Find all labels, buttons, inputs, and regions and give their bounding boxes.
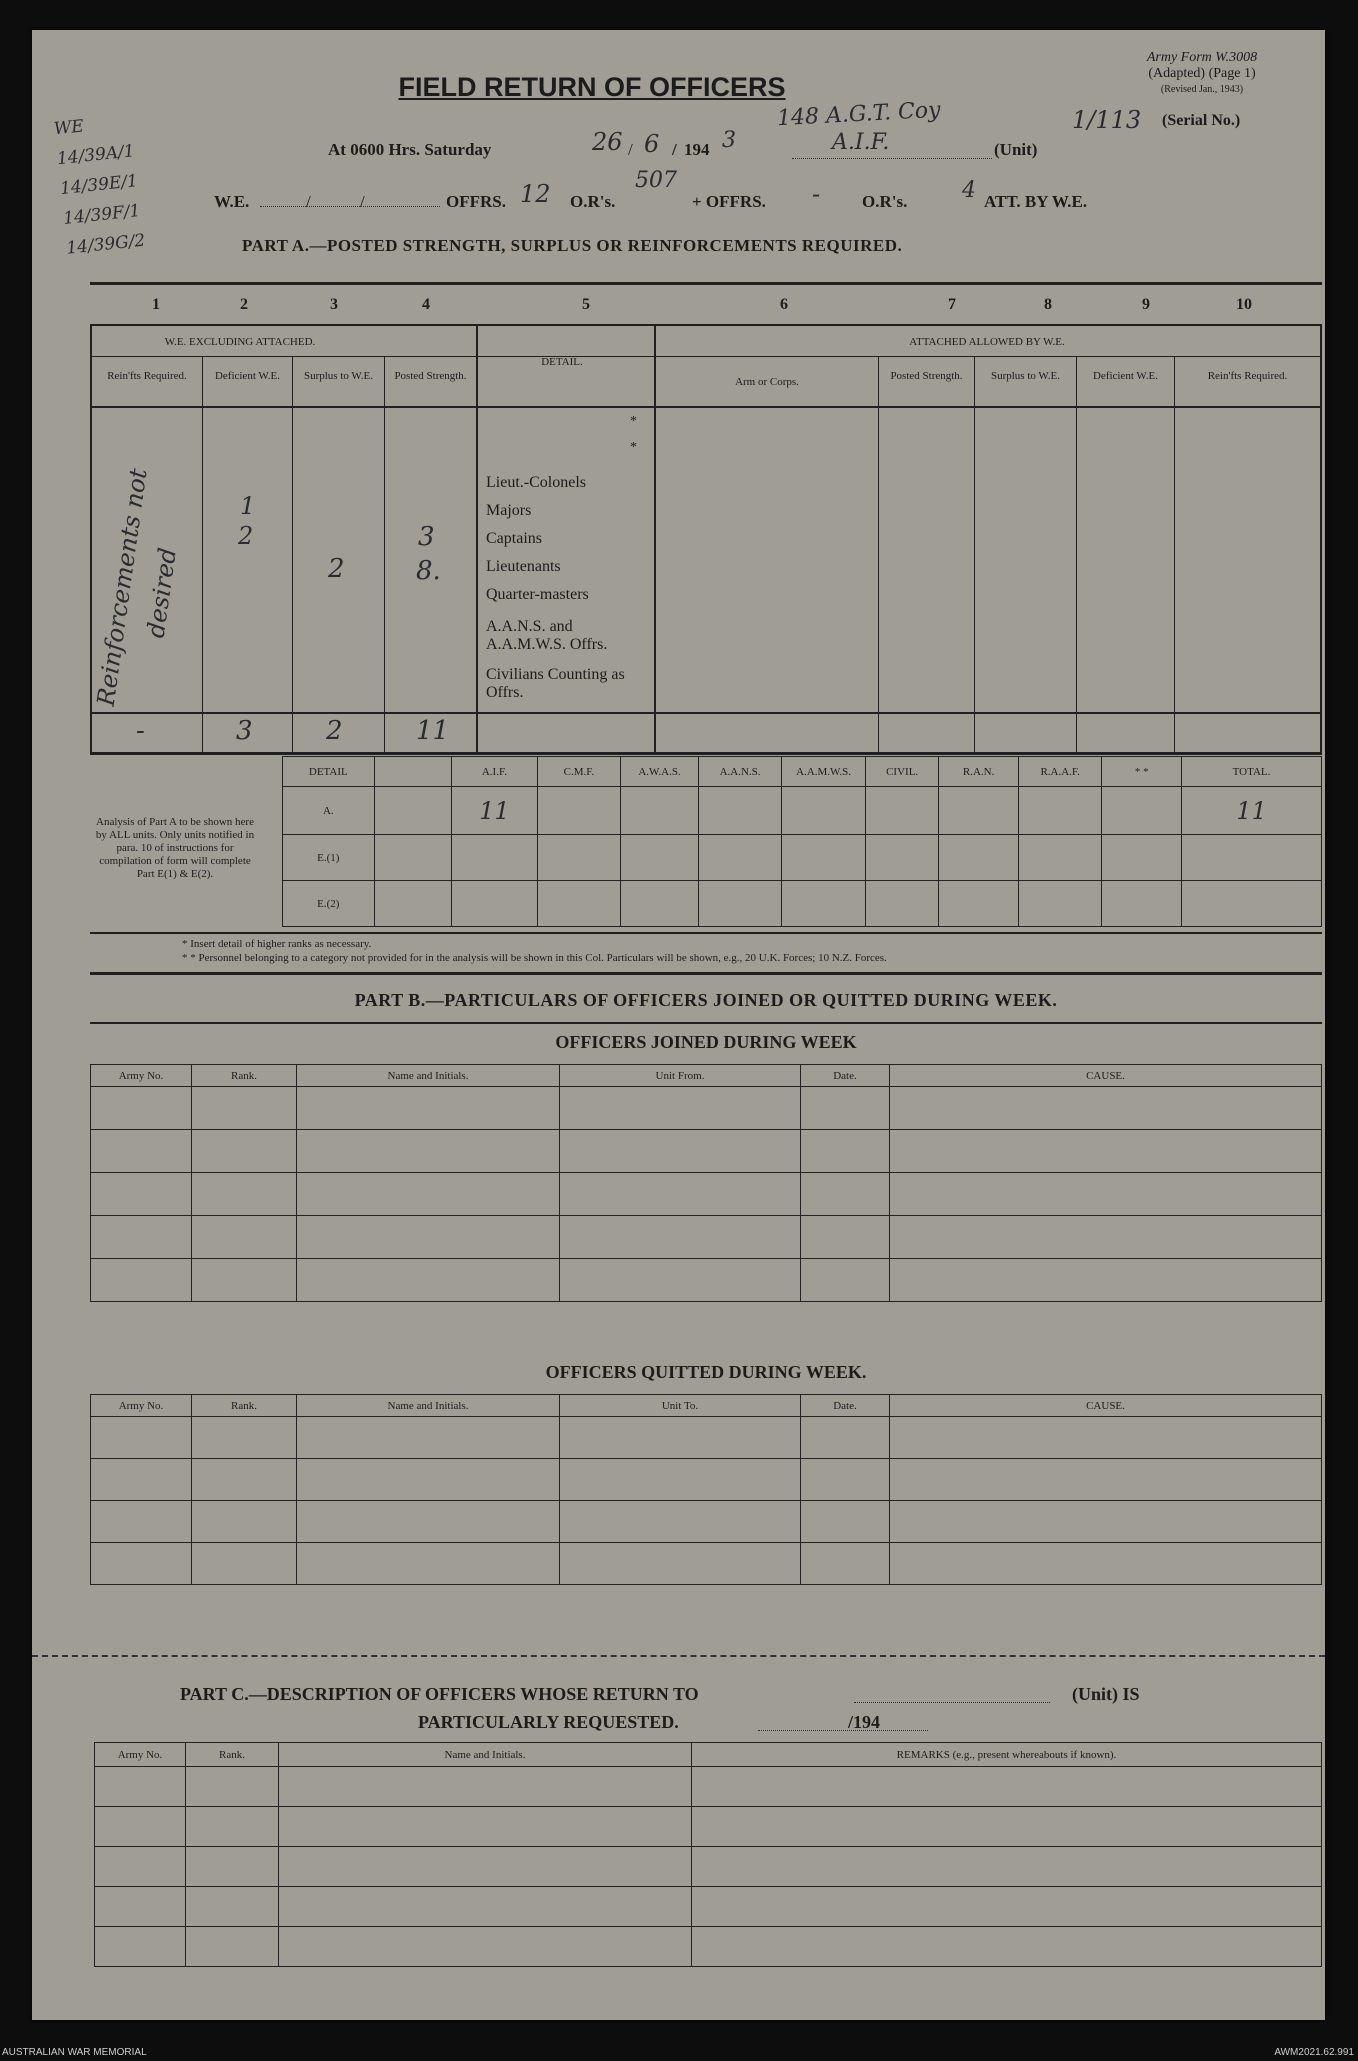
unit-label: (Unit): [994, 140, 1038, 159]
col-number: 3: [330, 296, 338, 313]
table-row: [91, 1501, 1322, 1543]
army-form-number: Army Form W.3008: [1146, 50, 1258, 65]
date-month: 6: [644, 130, 660, 158]
rank-lieutenants: Lieutenants: [486, 558, 561, 575]
we-label: W.E.: [214, 192, 250, 211]
joined-header: Rank.: [192, 1065, 297, 1087]
header-deficient-r: Deficient W.E.: [1092, 370, 1159, 382]
quitted-heading: OFFICERS QUITTED DURING WEEK.: [545, 1362, 867, 1382]
margin-note: 14/39G/2: [65, 230, 147, 259]
plus-offrs-label: + OFFRS.: [692, 192, 766, 211]
table-row: [91, 1417, 1322, 1459]
part-c-header: Army No.: [95, 1743, 186, 1767]
offrs-value: 12: [520, 180, 551, 208]
caption-left: AUSTRALIAN WAR MEMORIAL: [2, 2047, 147, 2058]
att-label: ATT. BY W.E.: [984, 192, 1088, 211]
col-number: 4: [422, 296, 430, 313]
group-header-attached: ATTACHED ALLOWED BY W.E.: [909, 336, 1065, 348]
analysis-header: A.W.A.S.: [621, 757, 699, 787]
unit-handwritten: 148 A.G.T. Coy: [776, 97, 942, 132]
col-number: 1: [152, 296, 160, 313]
offrs-label: OFFRS.: [446, 192, 506, 211]
quitted-header: Unit To.: [560, 1395, 801, 1417]
caption-right: AWM2021.62.991: [1274, 2047, 1354, 2058]
joined-table: [90, 1064, 1322, 1302]
table-row: [91, 1216, 1322, 1259]
analysis-row-label: E.(1): [283, 835, 375, 881]
analysis-header: TOTAL.: [1182, 757, 1322, 787]
margin-note: 14/39F/1: [62, 200, 142, 229]
adapted-note: (Adapted) (Page 1): [1148, 66, 1256, 81]
total-surplus: 2: [326, 716, 343, 746]
column-numbers: [90, 296, 1322, 320]
analysis-row-label: A.: [283, 787, 375, 835]
part-a-heading: PART A.—POSTED STRENGTH, SURPLUS OR REINFORCEMENTS REQUIRED.: [242, 236, 903, 255]
table-row: [95, 1767, 1322, 1807]
quitted-header: Name and Initials.: [297, 1395, 560, 1417]
quitted-header: Date.: [801, 1395, 890, 1417]
part-c-header: Rank.: [186, 1743, 279, 1767]
posted-lieutenants: 8.: [416, 556, 441, 586]
ors2-value: 4: [962, 178, 976, 203]
serial-value: 1/113: [1072, 106, 1142, 134]
joined-header: Date.: [801, 1065, 890, 1087]
surplus-lieutenants: 2: [328, 554, 345, 584]
analysis-header: DETAIL: [283, 757, 375, 787]
col-number: 5: [582, 296, 590, 313]
total-posted: 11: [416, 716, 450, 746]
table-row: [95, 1927, 1322, 1967]
posted-captains: 3: [418, 522, 435, 552]
margin-notes: [52, 106, 146, 263]
ors-label: O.R's.: [570, 192, 616, 211]
form-sheet: Army Form W.3008 (Adapted) (Page 1) (Revised Jan., 1943) FIELD RETURN OF OFFICERS WE 14/39A/1 14/39E/1 14/39F/1 14/39G/2 148 A.G.T. Coy 1/113 (Serial No.) At 0600 Hrs. Saturday 26 / 6 / 194 3 A.I.F. (Unit) W.E. / / OFFRS. 12 O.R's. 507 + OFFRS. - O.R's. 4 ATT. BY W.E. PART A.—POSTED STRENGTH, SURPLUS OR REINFORCEMENTS REQUIRED. 1 2 3 4 5 6 7 8 9 10 W.E. EXCLUDING ATTACHED. ATTACHED ALLOWED BY W.E. DETAIL. Rein'fts Required. Deficient W.E. Surplus to W.E. Posted Strength. Arm or Corps. Posted Strength. Surplus to W.E. Deficient W.E. Rein'fts Required. * * Lieut.-Colonels Majors Captains Lieutenants Quarter-masters A.A.N.S. and A.A.M.W.S. Offrs. Civilians Counting as Offrs. Reinforcements not desired 1 2 2 3 8. - 3 2 11 Analysis of Part A to be shown here by ALL units. Only units notified in para. 10 of instructions for compilation of form will complete Part E(1) & E(2). DETAIL A.I.F. C.M.F. A.W.A.S. A.A.N.S. A.A.M.W.S. CIVIL. R.A.N. R.A.A.F. * * TOTAL. A. 11 11 E.(1) E.(2) * Insert detail of higher ranks as necessary. * * Personnel belonging to a category not provided for in the analysis will be shown in this Col. Particulars will be shown, e.g., 20 U.K. Forces; 10 N.Z. Forces. PART B.—PARTICULARS OF OFFICERS JOINED OR QUITTED DURING WEEK. OFFICERS JOINED DURING WEEK Army No. Rank. Name and Initials. Unit From. Date. CAUSE. OFFICERS QUITTED DURING WEEK. Army No. Rank. Name and Initials. Unit To. Date. CAUSE. PART C.—DESCRIPTION OF OFFICERS WHOSE RETURN TO (Unit) IS PARTICULARLY REQUESTED. /194 Army No. Rank. Name and Initials. REMARKS (e.g., present whereabouts if known).: [32, 30, 1325, 2020]
analysis-header: R.A.N.: [939, 757, 1019, 787]
table-row: [91, 1459, 1322, 1501]
analysis-header: A.A.M.W.S.: [782, 757, 866, 787]
table-row: [91, 1173, 1322, 1216]
year-prefix: 194: [684, 140, 710, 159]
col-number: 6: [780, 296, 788, 313]
ors-value: 507: [635, 168, 677, 193]
col-number: 9: [1142, 296, 1150, 313]
form-title: FIELD RETURN OF OFFICERS: [398, 72, 786, 102]
part-c-requested: PARTICULARLY REQUESTED.: [418, 1712, 679, 1732]
analysis-header: R.A.A.F.: [1018, 757, 1102, 787]
rank-majors: Majors: [486, 502, 532, 519]
handwritten-reinf-note: Reinforcements not desired: [91, 466, 182, 708]
col-number: 2: [240, 296, 248, 313]
total-reinf: -: [136, 716, 145, 746]
analysis-header: A.A.N.S.: [698, 757, 782, 787]
rank-captains: Captains: [486, 530, 542, 547]
total-deficient: 3: [236, 716, 253, 746]
year-digit: 3: [722, 128, 736, 153]
col-number: 8: [1044, 296, 1052, 313]
rank-aans: A.A.N.S. and A.A.M.W.S. Offrs.: [486, 618, 608, 653]
part-c-heading: PART C.—DESCRIPTION OF OFFICERS WHOSE RETURN TO: [180, 1684, 699, 1704]
part-c-table: [94, 1742, 1322, 1967]
header-surplus: Surplus to W.E.: [303, 370, 374, 382]
detail-header: DETAIL.: [541, 356, 583, 368]
rank-lieut-colonels: Lieut.-Colonels: [486, 474, 586, 491]
col-number: 10: [1236, 296, 1252, 313]
quitted-header: CAUSE.: [890, 1395, 1322, 1417]
analysis-row-label: E.(2): [283, 881, 375, 927]
table-row: [95, 1807, 1322, 1847]
table-row: [95, 1847, 1322, 1887]
perforation-line: [32, 1655, 1325, 1657]
ors2-label: O.R's.: [862, 192, 908, 211]
part-c-header: REMARKS (e.g., present whereabouts if known).: [692, 1743, 1322, 1767]
header-posted: Posted Strength.: [394, 370, 467, 382]
deficient-captains: 2: [238, 522, 254, 550]
joined-header: CAUSE.: [890, 1065, 1322, 1087]
header-posted-r: Posted Strength.: [890, 370, 963, 382]
analysis-header: C.M.F.: [537, 757, 621, 787]
analysis-header: CIVIL.: [865, 757, 938, 787]
deficient-majors: 1: [240, 492, 256, 520]
group-header-we: W.E. EXCLUDING ATTACHED.: [164, 336, 316, 348]
header-reinfts: Rein'fts Required.: [107, 370, 187, 382]
part-b-heading: PART B.—PARTICULARS OF OFFICERS JOINED OR QUITTED DURING WEEK.: [354, 990, 1058, 1010]
table-row: [91, 1543, 1322, 1585]
joined-heading: OFFICERS JOINED DURING WEEK: [555, 1032, 857, 1052]
joined-header: Unit From.: [560, 1065, 801, 1087]
footnote-2: * * Personnel belonging to a category not provided for in the analysis will be shown in this Col. Particulars will be shown, e.g., 20 U.K. Forces; 10 N.Z. Forces.: [182, 952, 887, 964]
analysis-note: Analysis of Part A to be shown here by ALL units. Only units notified in para. 10 of instructions for compilation of form will complete Part E(1) & E(2).: [95, 816, 255, 880]
unit-aif: A.I.F.: [832, 130, 890, 155]
joined-header: Name and Initials.: [297, 1065, 560, 1087]
table-row: [91, 1259, 1322, 1302]
col-number: 7: [948, 296, 956, 313]
analysis-header: A.I.F.: [452, 757, 538, 787]
quitted-header: Rank.: [192, 1395, 297, 1417]
rank-asterisk: *: [630, 414, 637, 429]
rank-quarter-masters: Quarter-masters: [486, 586, 589, 603]
date-day: 26: [592, 128, 623, 156]
footnote-1: * Insert detail of higher ranks as necessary.: [182, 938, 372, 950]
analysis-aif-a: 11: [452, 787, 538, 835]
joined-header: Army No.: [91, 1065, 192, 1087]
part-c-unit-is: (Unit) IS: [1072, 1684, 1140, 1704]
table-row: [95, 1887, 1322, 1927]
analysis-header: * *: [1102, 757, 1182, 787]
rank-asterisk: *: [630, 440, 637, 455]
header-surplus-r: Surplus to W.E.: [990, 370, 1061, 382]
header-deficient: Deficient W.E.: [214, 370, 281, 382]
header-arm-corps: Arm or Corps.: [735, 376, 799, 388]
margin-note: 14/39E/1: [59, 171, 139, 200]
analysis-table: [282, 756, 1322, 927]
margin-note: 14/39A/1: [56, 141, 136, 170]
at-label: At 0600 Hrs. Saturday: [328, 140, 492, 159]
table-row: [91, 1087, 1322, 1130]
rank-civilians: Civilians Counting as Offrs.: [486, 666, 625, 701]
quitted-table: [90, 1394, 1322, 1585]
margin-note: WE: [52, 116, 85, 140]
analysis-total-a: 11: [1182, 787, 1322, 835]
part-c-header: Name and Initials.: [279, 1743, 692, 1767]
quitted-header: Army No.: [91, 1395, 192, 1417]
part-c-year: /194: [848, 1712, 881, 1732]
table-row: [91, 1130, 1322, 1173]
revised-note: (Revised Jan., 1943): [1160, 84, 1244, 95]
form-id-block: [1082, 50, 1322, 98]
serial-label: (Serial No.): [1162, 112, 1241, 129]
plus-offrs-value: -: [812, 180, 821, 208]
header-reinfts-r: Rein'fts Required.: [1207, 370, 1288, 382]
analysis-header: [374, 757, 452, 787]
